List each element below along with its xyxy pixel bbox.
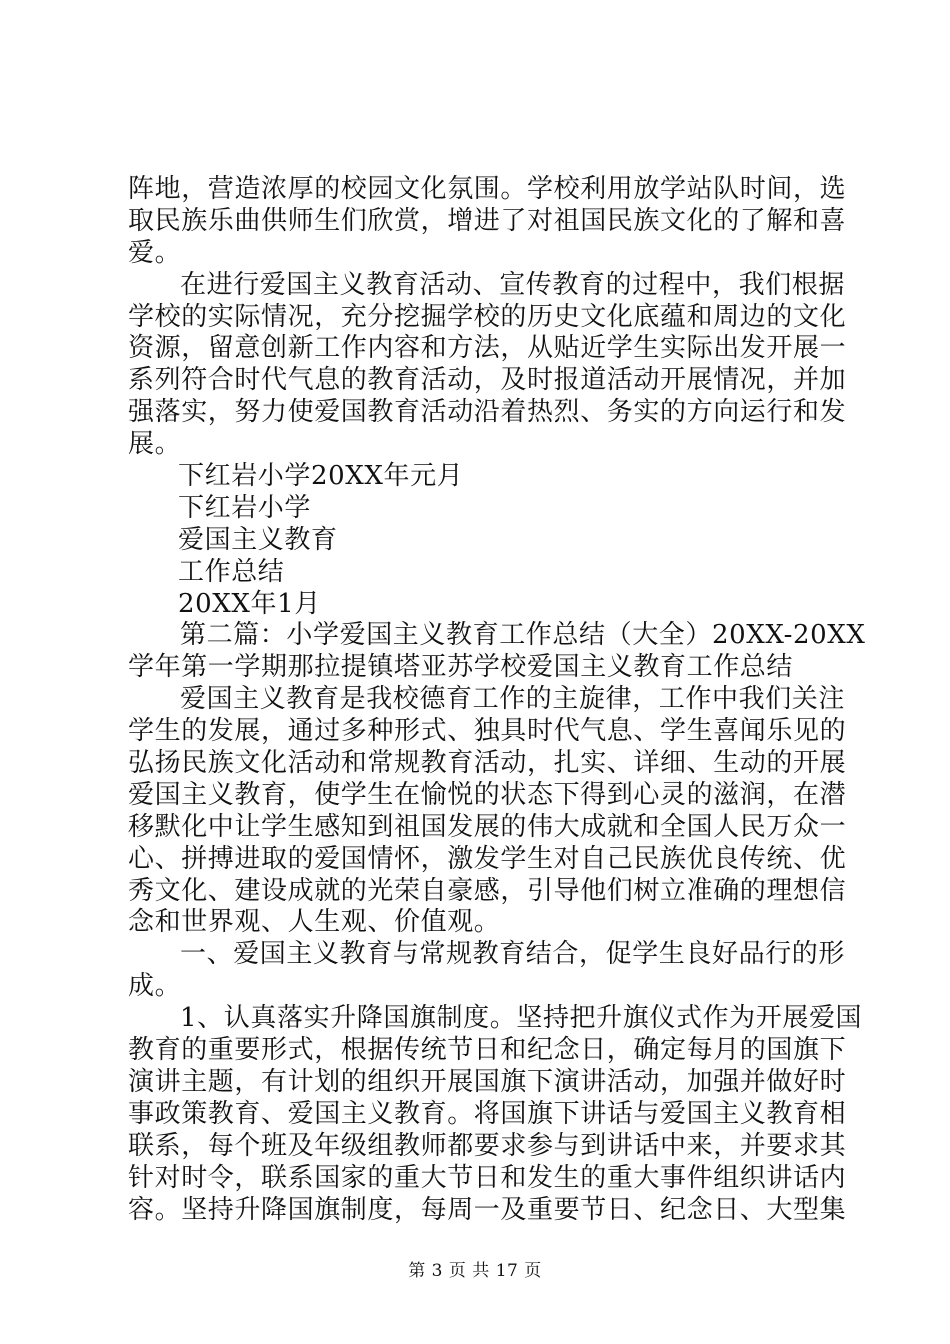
paragraph-start-line: 爱国主义教育是我校德育工作的主旋律，工作中我们关注 (180, 684, 846, 715)
text-line: 爱。 (128, 237, 182, 268)
paragraph-start-line: 1、认真落实升降国旗制度。坚持把升旗仪式作为开展爱国 (180, 1003, 863, 1034)
page-number-footer: 第 3 页 共 17 页 (408, 1261, 542, 1281)
text-line: 移默化中让学生感知到祖国发展的伟大成就和全国人民万众一 (128, 811, 847, 842)
text-line: 弘扬民族文化活动和常规教育活动，扎实、详细、生动的开展 (128, 748, 847, 779)
signature-line: 工作总结 (178, 556, 285, 587)
signature-line: 下红岩小学 (178, 492, 312, 523)
text-line: 秀文化、建设成就的光荣自豪感，引导他们树立准确的理想信 (128, 875, 847, 906)
text-line: 事政策教育、爱国主义教育。将国旗下讲话与爱国主义教育相 (128, 1098, 847, 1129)
text-line: 容。坚持升降国旗制度，每周一及重要节日、纪念日、大型集 (128, 1194, 847, 1225)
signature-line: 下红岩小学20XX年元月 (178, 461, 464, 492)
text-line: 成。 (128, 971, 182, 1002)
section-heading-line: 学年第一学期那拉提镇塔亚苏学校爱国主义教育工作总结 (128, 652, 794, 683)
text-line: 联系，每个班及年级组教师都要求参与到讲话中来，并要求其 (128, 1130, 847, 1161)
text-line: 学生的发展，通过多种形式、独具时代气息、学生喜闻乐见的 (128, 716, 847, 747)
text-line: 展。 (128, 429, 182, 460)
paragraph-start-line: 在进行爱国主义教育活动、宣传教育的过程中，我们根据 (180, 269, 846, 300)
signature-line: 爱国主义教育 (178, 524, 338, 555)
text-line: 教育的重要形式，根据传统节日和纪念日，确定每月的国旗下 (128, 1035, 847, 1066)
text-line: 念和世界观、人生观、价值观。 (128, 907, 501, 938)
text-line: 系列符合时代气息的教育活动，及时报道活动开展情况，并加 (128, 365, 847, 396)
section-heading-line: 第二篇：小学爱国主义教育工作总结（大全）20XX-20XX (180, 620, 866, 651)
text-line: 心、拼搏进取的爱国情怀，激发学生对自己民族优良传统、优 (128, 843, 847, 874)
text-line: 强落实，努力使爱国教育活动沿着热烈、务实的方向运行和发 (128, 397, 847, 428)
text-line: 阵地，营造浓厚的校园文化氛围。学校利用放学站队时间，选 (128, 174, 847, 204)
document-body (128, 174, 866, 1226)
text-line: 演讲主题，有计划的组织开展国旗下演讲活动，加强并做好时 (128, 1066, 847, 1097)
signature-line: 20XX年1月 (178, 588, 321, 619)
paragraph-start-line: 一、爱国主义教育与常规教育结合，促学生良好品行的形 (180, 939, 846, 970)
text-line: 资源，留意创新工作内容和方法，从贴近学生实际出发开展一 (128, 333, 847, 364)
text-line: 针对时令，联系国家的重大节日和发生的重大事件组织讲话内 (128, 1162, 847, 1193)
text-line: 爱国主义教育，使学生在愉悦的状态下得到心灵的滋润，在潜 (128, 779, 847, 810)
text-line: 取民族乐曲供师生们欣赏，增进了对祖国民族文化的了解和喜 (128, 205, 847, 236)
text-line: 学校的实际情况，充分挖掘学校的历史文化底蕴和周边的文化 (128, 301, 847, 332)
